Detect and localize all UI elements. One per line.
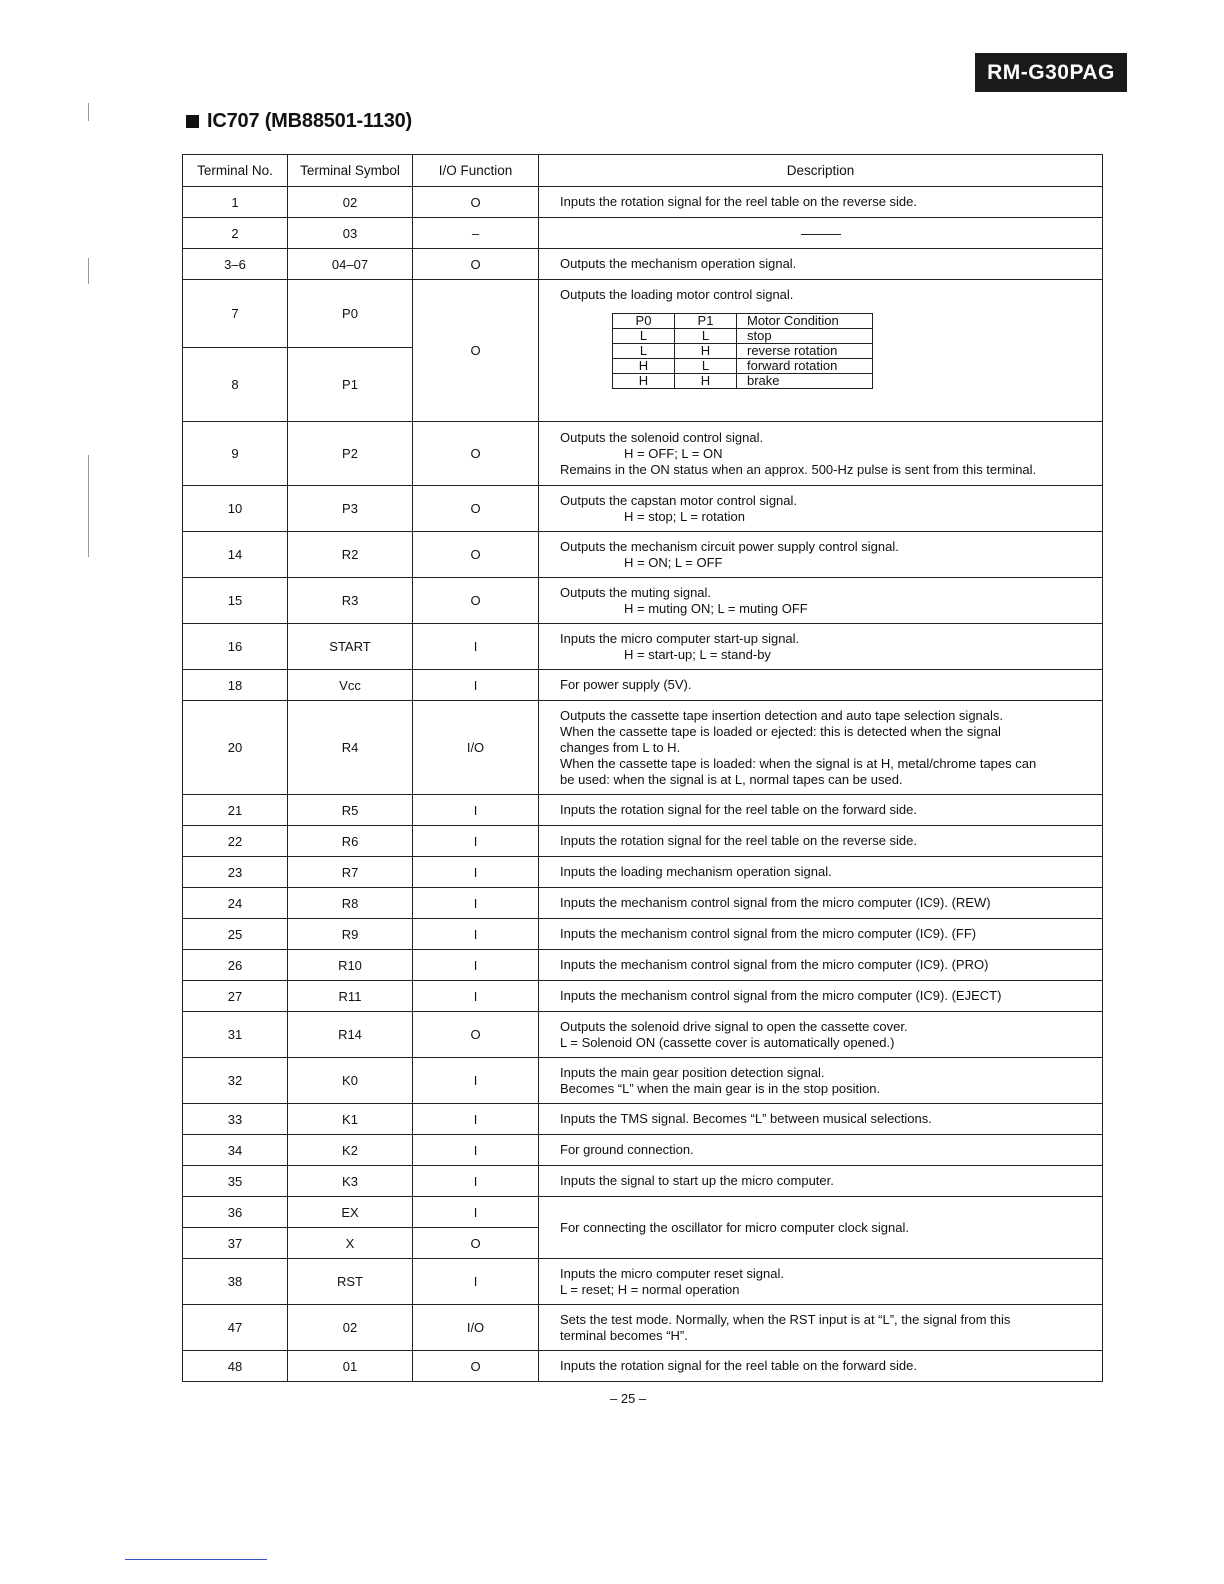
margin-mark — [88, 103, 89, 121]
terminal-symbol: 03 — [288, 218, 413, 249]
io-function: I — [413, 1197, 539, 1228]
terminal-symbol: R5 — [288, 795, 413, 826]
table-row — [183, 486, 1103, 532]
terminal-no: 34 — [183, 1135, 288, 1166]
motor-condition-table: P0 P1 Motor Condition L L stop L H reverse rotation H L forward rotation H H brake — [612, 313, 873, 389]
description: Outputs the solenoid control signal. H = OFF; L = ON Remains in the ON status when an approx. 500-Hz pulse is sent from this terminal. — [539, 422, 1103, 486]
description: Inputs the mechanism control signal from the micro computer (IC9). (FF) — [539, 919, 1103, 950]
description: Inputs the signal to start up the micro computer. — [539, 1166, 1103, 1197]
io-function: I/O — [413, 1305, 539, 1351]
square-bullet-icon — [186, 115, 199, 128]
section-title-text: IC707 (MB88501-1130) — [207, 110, 413, 132]
terminal-symbol: Vcc — [288, 670, 413, 701]
terminal-no: 48 — [183, 1351, 288, 1382]
table-row — [183, 249, 1103, 280]
table-row — [183, 1135, 1103, 1166]
ic707-terminal-table — [182, 154, 1103, 1382]
io-function: O — [413, 422, 539, 486]
description: Inputs the mechanism control signal from the micro computer (IC9). (PRO) — [539, 950, 1103, 981]
io-function: I — [413, 919, 539, 950]
io-function: O — [413, 578, 539, 624]
io-function: I — [413, 1166, 539, 1197]
table-row — [183, 422, 1103, 486]
io-function: O — [413, 1012, 539, 1058]
description: For connecting the oscillator for micro computer clock signal. — [539, 1197, 1103, 1259]
terminal-no: 25 — [183, 919, 288, 950]
terminal-symbol: R10 — [288, 950, 413, 981]
terminal-symbol: R14 — [288, 1012, 413, 1058]
table-row — [183, 1166, 1103, 1197]
terminal-no: 23 — [183, 857, 288, 888]
io-function: I — [413, 1259, 539, 1305]
section-title — [186, 110, 412, 133]
description: Inputs the rotation signal for the reel table on the forward side. — [539, 1351, 1103, 1382]
description: Inputs the loading mechanism operation signal. — [539, 857, 1103, 888]
io-function: O — [413, 1228, 539, 1259]
terminal-symbol: X — [288, 1228, 413, 1259]
table-row — [183, 1305, 1103, 1351]
terminal-no: 9 — [183, 422, 288, 486]
io-function: O — [413, 249, 539, 280]
table-row — [183, 795, 1103, 826]
terminal-symbol: P1 — [288, 348, 413, 422]
terminal-symbol: 02 — [288, 187, 413, 218]
terminal-no: 18 — [183, 670, 288, 701]
io-function: O — [413, 280, 539, 422]
io-function: I — [413, 826, 539, 857]
terminal-no: 16 — [183, 624, 288, 670]
description — [539, 218, 1103, 249]
description: Inputs the main gear position detection signal. Becomes “L” when the main gear is in the stop position. — [539, 1058, 1103, 1104]
table-row — [183, 670, 1103, 701]
terminal-no: 33 — [183, 1104, 288, 1135]
terminal-symbol: R7 — [288, 857, 413, 888]
table-row — [183, 1012, 1103, 1058]
io-function: I — [413, 795, 539, 826]
table-row — [183, 826, 1103, 857]
terminal-symbol: R3 — [288, 578, 413, 624]
terminal-symbol: P3 — [288, 486, 413, 532]
terminal-no: 22 — [183, 826, 288, 857]
terminal-symbol: START — [288, 624, 413, 670]
page-number: – 25 – — [610, 1391, 647, 1406]
description: Outputs the capstan motor control signal. H = stop; L = rotation — [539, 486, 1103, 532]
terminal-no: 26 — [183, 950, 288, 981]
io-function: O — [413, 532, 539, 578]
description: Inputs the mechanism control signal from the micro computer (IC9). (REW) — [539, 888, 1103, 919]
io-function: I — [413, 1135, 539, 1166]
description: For power supply (5V). — [539, 670, 1103, 701]
terminal-no: 35 — [183, 1166, 288, 1197]
description: Outputs the loading motor control signal. P0 P1 Motor Condition L L stop L H reverse rotation H L forward rotation H H brake — [539, 280, 1103, 422]
io-function: I — [413, 1058, 539, 1104]
description: Inputs the rotation signal for the reel table on the forward side. — [539, 795, 1103, 826]
terminal-symbol: P2 — [288, 422, 413, 486]
terminal-no: 10 — [183, 486, 288, 532]
footer-rule — [125, 1559, 267, 1560]
terminal-symbol: R8 — [288, 888, 413, 919]
description: Outputs the muting signal. H = muting ON; L = muting OFF — [539, 578, 1103, 624]
description: Inputs the TMS signal. Becomes “L” between musical selections. — [539, 1104, 1103, 1135]
terminal-no: 27 — [183, 981, 288, 1012]
description: Sets the test mode. Normally, when the RST input is at “L”, the signal from this terminal becomes “H”. — [539, 1305, 1103, 1351]
io-function: I — [413, 981, 539, 1012]
terminal-no: 1 — [183, 187, 288, 218]
io-function: I — [413, 1104, 539, 1135]
table-row — [183, 624, 1103, 670]
table-row — [183, 187, 1103, 218]
terminal-no: 15 — [183, 578, 288, 624]
terminal-symbol: R2 — [288, 532, 413, 578]
io-function: O — [413, 1351, 539, 1382]
terminal-no: 2 — [183, 218, 288, 249]
terminal-symbol: P0 — [288, 280, 413, 348]
table-row — [183, 532, 1103, 578]
terminal-no: 47 — [183, 1305, 288, 1351]
model-tag: RM-G30PAG — [975, 53, 1127, 92]
terminal-symbol: 02 — [288, 1305, 413, 1351]
io-function: O — [413, 486, 539, 532]
io-function: I — [413, 670, 539, 701]
table-row — [183, 1259, 1103, 1305]
terminal-symbol: 04–07 — [288, 249, 413, 280]
terminal-no: 38 — [183, 1259, 288, 1305]
description: For ground connection. — [539, 1135, 1103, 1166]
dash-mark — [801, 234, 841, 235]
table-row — [183, 888, 1103, 919]
description: Outputs the solenoid drive signal to open the cassette cover. L = Solenoid ON (cassette cover is automatically opened.) — [539, 1012, 1103, 1058]
margin-mark — [88, 455, 89, 557]
col-io-function: I/O Function — [413, 155, 539, 187]
terminal-symbol: R6 — [288, 826, 413, 857]
terminal-no: 24 — [183, 888, 288, 919]
table-row — [183, 857, 1103, 888]
terminal-symbol: K1 — [288, 1104, 413, 1135]
terminal-symbol: 01 — [288, 1351, 413, 1382]
col-description: Description — [539, 155, 1103, 187]
col-terminal-no: Terminal No. — [183, 155, 288, 187]
terminal-symbol: R4 — [288, 701, 413, 795]
table-row — [183, 950, 1103, 981]
description: Inputs the rotation signal for the reel table on the reverse side. — [539, 826, 1103, 857]
col-terminal-symbol: Terminal Symbol — [288, 155, 413, 187]
io-function: I — [413, 950, 539, 981]
terminal-symbol: RST — [288, 1259, 413, 1305]
description: Outputs the mechanism circuit power supply control signal. H = ON; L = OFF — [539, 532, 1103, 578]
table-row — [183, 218, 1103, 249]
io-function: – — [413, 218, 539, 249]
terminal-symbol: K2 — [288, 1135, 413, 1166]
io-function: I/O — [413, 701, 539, 795]
table-row — [183, 701, 1103, 795]
io-function: I — [413, 857, 539, 888]
terminal-no: 21 — [183, 795, 288, 826]
terminal-no: 3–6 — [183, 249, 288, 280]
table-row — [183, 981, 1103, 1012]
terminal-no: 36 — [183, 1197, 288, 1228]
terminal-no: 32 — [183, 1058, 288, 1104]
io-function: I — [413, 888, 539, 919]
terminal-no: 37 — [183, 1228, 288, 1259]
description: Inputs the micro computer start-up signal. H = start-up; L = stand-by — [539, 624, 1103, 670]
terminal-no: 20 — [183, 701, 288, 795]
terminal-symbol: R11 — [288, 981, 413, 1012]
description: Outputs the mechanism operation signal. — [539, 249, 1103, 280]
terminal-no: 8 — [183, 348, 288, 422]
terminal-symbol: R9 — [288, 919, 413, 950]
table-row — [183, 1351, 1103, 1382]
table-header-row — [183, 155, 1103, 187]
terminal-no: 31 — [183, 1012, 288, 1058]
table-row — [183, 1197, 1103, 1228]
table-row — [183, 1058, 1103, 1104]
margin-mark — [88, 258, 89, 284]
table-row — [183, 280, 1103, 348]
io-function: O — [413, 187, 539, 218]
terminal-symbol: K3 — [288, 1166, 413, 1197]
table-row — [183, 1104, 1103, 1135]
description: Outputs the cassette tape insertion detection and auto tape selection signals. When the cassette tape is loaded or ejected: this is detected when the signal changes from L to H. When the cassette tape is loaded: when the signal is at H, metal/chrome tapes can be used: when the signal is at L, normal tapes can be used. — [539, 701, 1103, 795]
io-function: I — [413, 624, 539, 670]
description: Inputs the micro computer reset signal. L = reset; H = normal operation — [539, 1259, 1103, 1305]
terminal-no: 7 — [183, 280, 288, 348]
description: Inputs the mechanism control signal from the micro computer (IC9). (EJECT) — [539, 981, 1103, 1012]
terminal-symbol: K0 — [288, 1058, 413, 1104]
table-row — [183, 919, 1103, 950]
table-row — [183, 578, 1103, 624]
terminal-symbol: EX — [288, 1197, 413, 1228]
terminal-no: 14 — [183, 532, 288, 578]
description: Inputs the rotation signal for the reel table on the reverse side. — [539, 187, 1103, 218]
